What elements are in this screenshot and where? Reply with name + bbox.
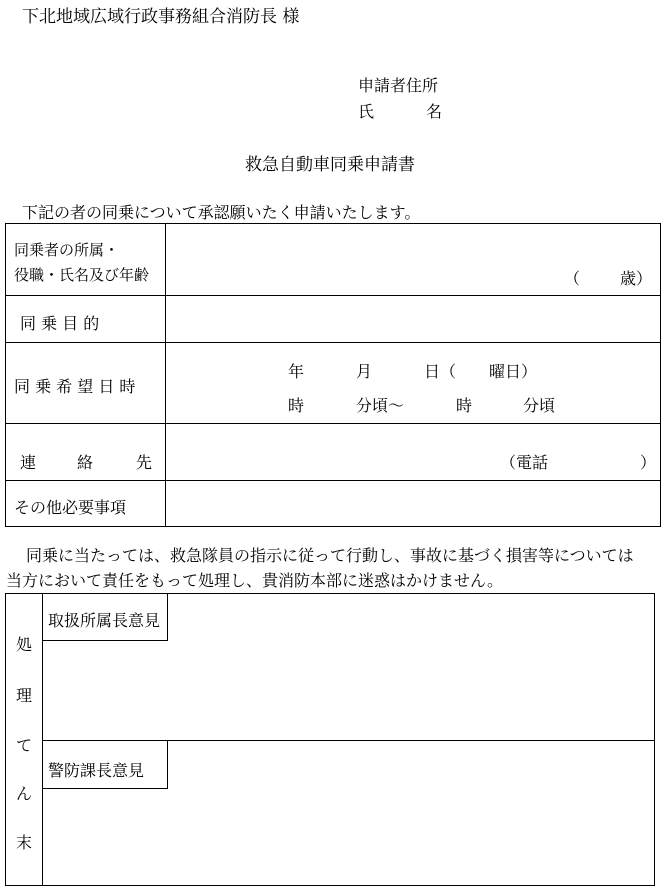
section-chief-opinion-label: 警防課長意見 [48, 761, 145, 780]
desired-datetime-label: 同 乗 希 望 日 時 [14, 377, 136, 396]
applicant-name-label-2: 名 [426, 102, 443, 121]
contact-field[interactable] [168, 426, 658, 478]
purpose-field[interactable] [168, 298, 658, 340]
age-unit: 歳） [620, 269, 653, 288]
contact-label-char2: 絡 [77, 453, 94, 472]
phone-close: ） [640, 453, 657, 472]
hour-label: 時 [288, 396, 305, 415]
intro-text: 下記の者の同乗について承認願いたく申請いたします。 [22, 203, 421, 222]
section-chief-opinion-field[interactable] [170, 743, 652, 883]
desired-datetime-field[interactable] [168, 345, 658, 421]
companion-info-label-line1: 同乗者の所属・ [14, 241, 120, 259]
contact-label-char1: 連 [20, 453, 37, 472]
department-head-opinion-field[interactable] [170, 596, 652, 738]
year-label: 年 [288, 362, 305, 381]
minute2-label: 分頃 [523, 396, 556, 415]
processing-char-5: 末 [16, 833, 33, 852]
minute-from-label: 分頃～ [356, 396, 405, 415]
processing-char-3: て [16, 736, 33, 755]
companion-info-label-line2: 役職・氏名及び年齢 [14, 266, 150, 284]
department-head-opinion-label: 取扱所属長意見 [48, 611, 161, 630]
other-items-field[interactable] [168, 483, 658, 524]
note-line2: 当方において責任をもって処理し、貴消防本部に迷惑はかけません。 [6, 571, 503, 590]
month-label: 月 [356, 362, 373, 381]
document-title: 救急自動車同乗申請書 [245, 155, 415, 175]
phone-open: （電話 [500, 453, 549, 472]
hour2-label: 時 [456, 396, 473, 415]
applicant-address-label: 申請者住所 [358, 76, 439, 95]
other-items-label: その他必要事項 [14, 498, 127, 517]
weekday-label: 曜日） [489, 362, 538, 381]
companion-info-field[interactable] [168, 226, 658, 292]
addressee: 下北地域広域行政事務組合消防長 様 [22, 7, 300, 27]
processing-char-1: 処 [16, 635, 33, 654]
applicant-name-label-1: 氏 [358, 102, 375, 121]
contact-label-char3: 先 [136, 453, 153, 472]
purpose-label: 同 乗 目 的 [20, 314, 100, 333]
note-line1: 同乗に当たっては、救急隊員の指示に従って行動し、事故に基づく損害等については [26, 546, 634, 565]
age-open-paren: （ [564, 269, 581, 288]
processing-char-2: 理 [16, 686, 33, 705]
day-label: 日（ [424, 362, 457, 381]
processing-char-4: ん [16, 784, 33, 803]
